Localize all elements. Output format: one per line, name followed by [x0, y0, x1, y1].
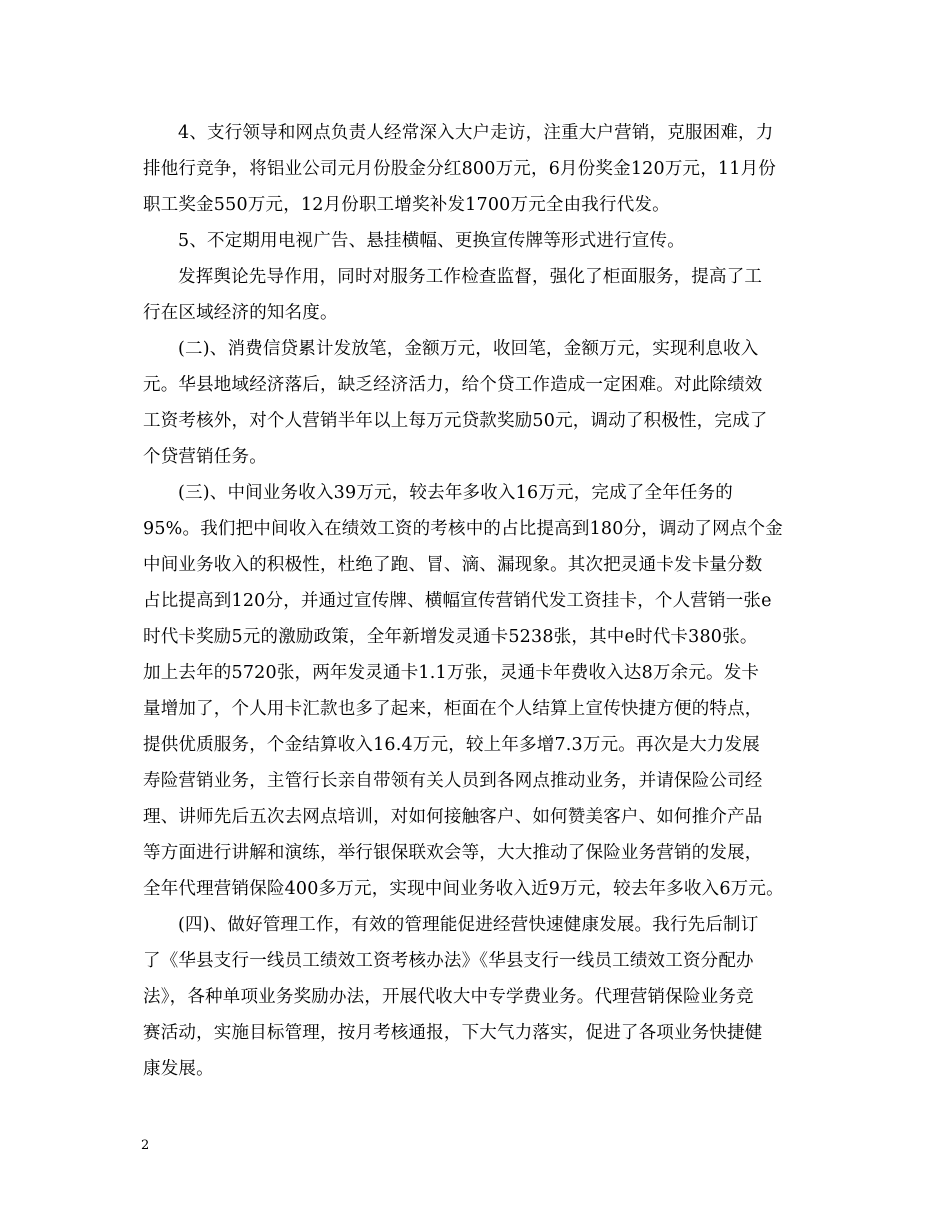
text-line: 法》，各种单项业务奖励办法，开展代收大中专学费业务。代理营销保险业务竞: [143, 987, 754, 1007]
text-line: 元。华县地域经济落后，缺乏经济活力，给个贷工作造成一定困难。对此除绩效: [143, 375, 763, 395]
text-line: 中间业务收入的积极性，杜绝了跑、冒、滴、漏现象。其次把灵通卡发卡量分数: [143, 555, 763, 575]
text-line: 赛活动，实施目标管理，按月考核通报，下大气力落实，促进了各项业务快捷健: [143, 1023, 763, 1043]
text-line: (四)、做好管理工作，有效的管理能促进经营快速健康发展。我行先后制订: [178, 915, 759, 935]
text-line: 5、不定期用电视广告、悬挂横幅、更换宣传牌等形式进行宣传。: [178, 231, 685, 251]
text-line: 了《华县支行一线员工绩效工资考核办法》《华县支行一线员工绩效工资分配办: [143, 951, 754, 971]
text-line: 占比提高到120分，并通过宣传牌、横幅宣传营销代发工资挂卡，个人营销一张e: [143, 591, 772, 611]
text-line: 职工奖金550万元，12月份职工增奖补发1700万元全由我行代发。: [143, 195, 670, 215]
text-line: 寿险营销业务，主管行长亲自带领有关人员到各网点推动业务，并请保险公司经: [143, 771, 763, 791]
text-line: 发挥舆论先导作用，同时对服务工作检查监督，强化了柜面服务，提高了工: [178, 267, 763, 287]
text-line: 行在区域经济的知名度。: [143, 303, 338, 323]
text-line: 4、支行领导和网点负责人经常深入大户走访，注重大户营销，克服困难，力: [178, 123, 774, 143]
text-line: 工资考核外，对个人营销半年以上每万元贷款奖励50元，调动了积极性，完成了: [143, 411, 768, 431]
text-line: 康发展。: [143, 1059, 214, 1079]
text-line: 全年代理营销保险400多万元，实现中间业务收入近9万元，较去年多收入6万元。: [143, 879, 784, 899]
text-line: (三)、中间业务收入39万元，较去年多收入16万元，完成了全年任务的: [178, 483, 733, 503]
page-number: 2: [141, 1138, 150, 1153]
text-line: 加上去年的5720张，两年发灵通卡1.1万张，灵通卡年费收入达8万余元。发卡: [143, 663, 760, 683]
text-line: 时代卡奖励5元的激励政策，全年新增发灵通卡5238张，其中e时代卡380张。: [143, 627, 758, 647]
text-line: 个贷营销任务。: [143, 447, 267, 467]
text-line: 提供优质服务，个金结算收入16.4万元，较上年多增7.3万元。再次是大力发展: [143, 735, 760, 755]
text-line: 等方面进行讲解和演练，举行银保联欢会等，大大推动了保险业务营销的发展，: [143, 843, 763, 863]
text-line: 理、讲师先后五次去网点培训，对如何接触客户、如何赞美客户、如何推介产品: [143, 807, 763, 827]
text-line: 量增加了，个人用卡汇款也多了起来，柜面在个人结算上宣传快捷方便的特点，: [143, 699, 763, 719]
text-line: (二)、消费信贷累计发放笔，金额万元，收回笔，金额万元，实现利息收入: [178, 339, 759, 359]
text-line: 95%。我们把中间收入在绩效工资的考核中的占比提高到180分，调动了网点个金: [143, 519, 783, 539]
text-line: 排他行竞争，将铝业公司元月份股金分红800万元，6月份奖金120万元，11月份: [143, 159, 777, 179]
